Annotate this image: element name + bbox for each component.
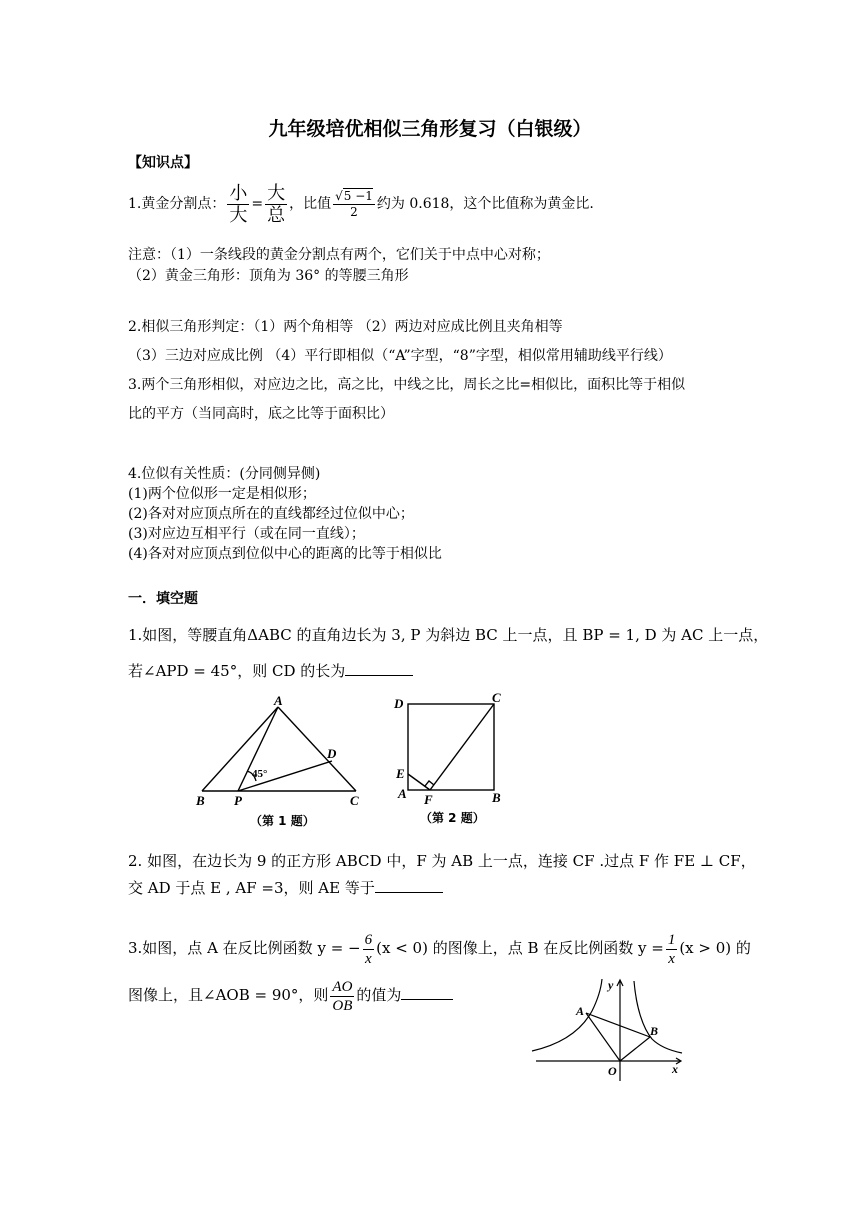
answer-blank-2[interactable] [375,878,443,893]
homothety-item-4: (4)各对对应顶点到位似中心的距离的比等于相似比 [128,546,442,562]
question-3-part-5: 的值为 [356,986,402,1004]
page-title: 九年级培优相似三角形复习（白银级） [268,118,592,140]
label-y: y [608,978,614,992]
label-angle-45: 45° [252,768,268,780]
homothety-item-3: (3)对应边互相平行（或在同一直线）； [128,526,365,542]
figure-1-caption: （第 1 题） [250,814,315,828]
figure-2 [390,692,510,832]
segment-OB [620,1037,650,1061]
label-E: E [396,766,405,781]
question-1-text: 若∠APD = 45°，则 CD 的长为 [128,662,346,680]
label-B: B [492,790,501,805]
label-B: B [650,1024,659,1038]
golden-suffix: 约为 0.618，这个比值称为黄金比. [376,196,594,212]
question-1-line-2 [128,660,413,681]
label-F: F [424,792,433,807]
similarity-criteria-1: 2.相似三角形判定：（1）两个角相等 （2）两边对应成比例且夹角相等 [128,319,563,335]
segment-OA [586,1013,620,1061]
question-3-line-2 [128,975,453,1015]
note-line-1: 注意：（1）一条线段的黄金分割点有两个，它们关于中点中心对称； [128,247,550,263]
curve-positive-branch [634,981,682,1053]
label-A: A [274,695,283,708]
label-D: D [394,696,404,711]
knowledge-heading: 【知识点】 [128,155,198,171]
homothety-item-2: (2)各对对应顶点所在的直线都经过位似中心； [128,506,414,522]
square-ABCD [408,704,494,790]
fraction-6-over-x: $\frac{6}{x}$ [364,931,373,967]
label-D: D [327,746,337,761]
label-O: O [608,1064,617,1078]
equals-sign: = [251,196,264,212]
figure-3 [528,975,688,1085]
fraction-small-over-big: $\frac{\text{小}}{\text{大}}$ [229,182,248,226]
right-angle-mark [425,781,434,786]
label-A: A [398,786,407,801]
question-3-part-2: (x < 0) 的图像上，点 B 在反比例函数 y = [376,939,664,957]
segment-FE [408,774,430,790]
label-P: P [234,793,242,808]
question-3-part-3: (x > 0) 的 [679,939,751,957]
figure-1 [190,695,380,835]
question-2-line-1: 2. 如图，在边长为 9 的正方形 ABCD 中，F 为 AB 上一点，连接 CF .过点 F 作 FE ⊥ CF， [128,852,756,870]
answer-blank-1[interactable] [345,661,413,676]
golden-section-line [128,182,594,226]
label-x: x [672,1062,678,1076]
similarity-property-2: 比的平方（当同高时，底之比等于面积比） [128,406,394,422]
similarity-criteria-2: （3）三边对应成比例 （4）平行即相似（“A”字型，“8”字型，相似常用辅助线平行线） [128,348,672,364]
golden-ratio-fraction: $\frac{√5 -1}{2}$ [335,188,373,219]
golden-mid: ，比值 [289,196,332,212]
figure-2-caption: （第 2 题） [420,811,485,825]
question-3-part-1: 3.如图，点 A 在反比例函数 y = − [128,939,361,957]
label-B: B [196,793,205,808]
section-heading-fill-in: 一．填空题 [128,591,198,607]
similarity-property-1: 3.两个三角形相似，对应边之比，高之比，中线之比，周长之比=相似比，面积比等于相似 [128,377,686,393]
label-A: A [576,1004,585,1018]
fraction-1-over-x: $\frac{1}{x}$ [667,931,676,967]
question-2-text: 交 AD 于点 E , AF =3，则 AE 等于 [128,879,375,897]
question-3-line-1 [128,928,751,968]
golden-prefix: 1.黄金分割点： [128,196,226,212]
fraction-big-over-total: $\frac{\text{大}}{\text{总}}$ [267,182,286,226]
question-3-part-4: 图像上，且∠AOB = 90°，则 [128,986,329,1004]
homothety-item-1: (1)两个位似形一定是相似形； [128,486,316,502]
answer-blank-3[interactable] [401,985,453,1000]
homothety-heading: 4.位似有关性质：(分同侧异侧) [128,466,321,482]
question-1-line-1: 1.如图，等腰直角ΔABC 的直角边长为 3, P 为斜边 BC 上一点，且 BP = 1, D 为 AC 上一点， [128,626,769,644]
fraction-AO-over-OB: $\frac{AO}{OB}$ [332,978,353,1014]
label-C: C [492,692,501,705]
label-C: C [350,793,359,808]
segment-FC [430,704,494,790]
question-2-line-2 [128,877,443,898]
side-AC [278,707,356,791]
note-line-2: （2）黄金三角形：顶角为 36° 的等腰三角形 [128,268,409,284]
